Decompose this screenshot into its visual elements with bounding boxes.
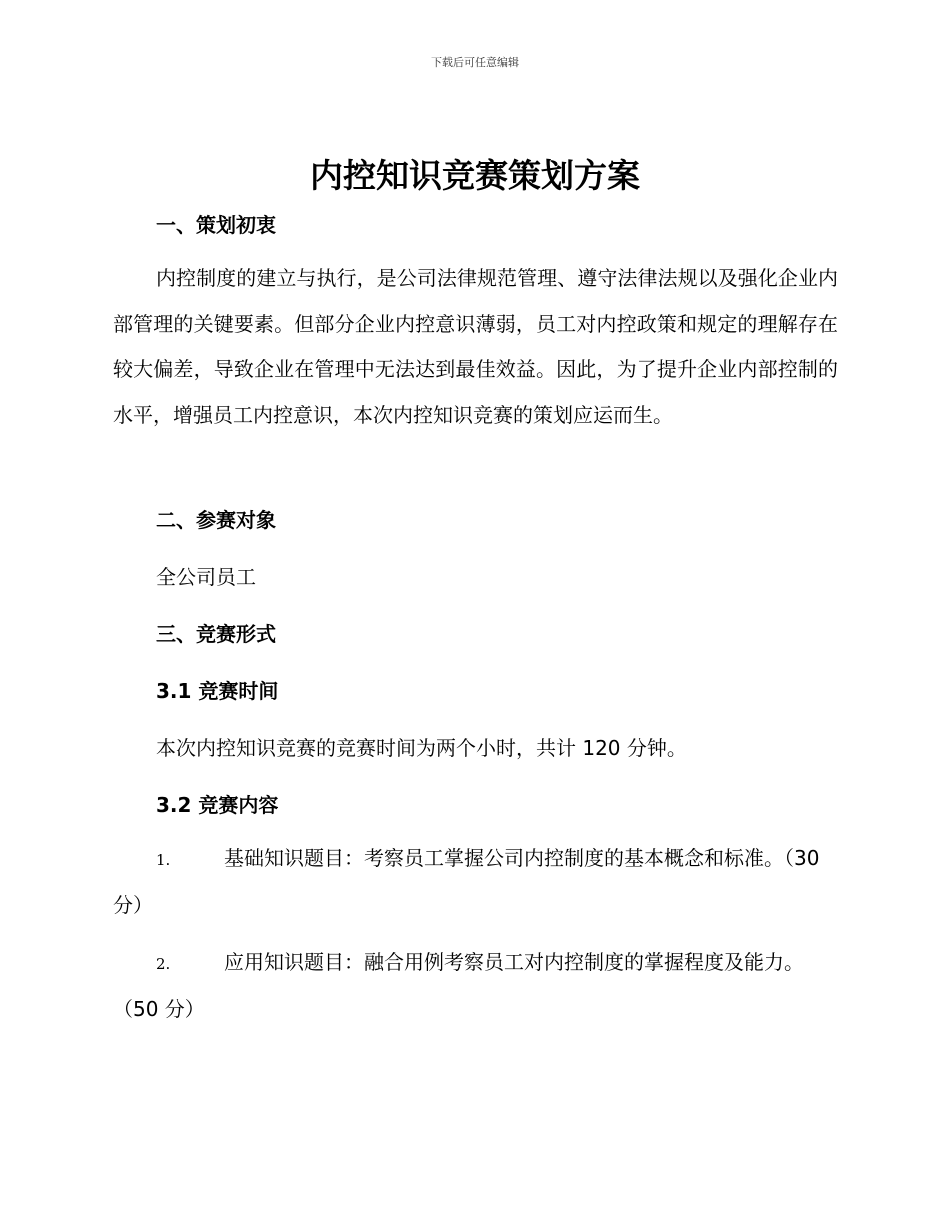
list-item-text: 应用知识题目：融合用例考察员工对内控制度的掌握程度及能力。（50 分） [113,950,804,1021]
list-item [113,836,838,928]
subsection-3-1-body: 本次内控知识竞赛的竞赛时间为两个小时，共计 120 分钟。 [156,736,687,760]
section-3-heading: 三、竞赛形式 [156,622,276,646]
list-item-number: 2. [156,955,171,973]
page-header-note: 下载后可任意编辑 [431,56,519,69]
subsection-3-1-heading: 3.1 竞赛时间 [156,679,279,703]
section-1-heading: 一、策划初衷 [156,213,276,237]
section-2-body: 全公司员工 [156,565,256,589]
list-item [113,940,838,1032]
list-item-number: 1. [156,851,171,869]
section-2-heading: 二、参赛对象 [156,508,276,532]
list-item-text: 基础知识题目：考察员工掌握公司内控制度的基本概念和标准。（30 分） [113,846,820,917]
subsection-3-2-heading: 3.2 竞赛内容 [156,793,279,817]
section-1-body: 内控制度的建立与执行，是公司法律规范管理、遵守法律法规以及强化企业内部管理的关键要素。但部分企业内控意识薄弱，员工对内控政策和规定的理解存在较大偏差，导致企业在管理中无法达到最佳效益。因此，为了提升企业内部控制的水平，增强员工内控意识，本次内控知识竞赛的策划应运而生。 [113,266,838,427]
document-title: 内控知识竞赛策划方案 [310,156,640,195]
